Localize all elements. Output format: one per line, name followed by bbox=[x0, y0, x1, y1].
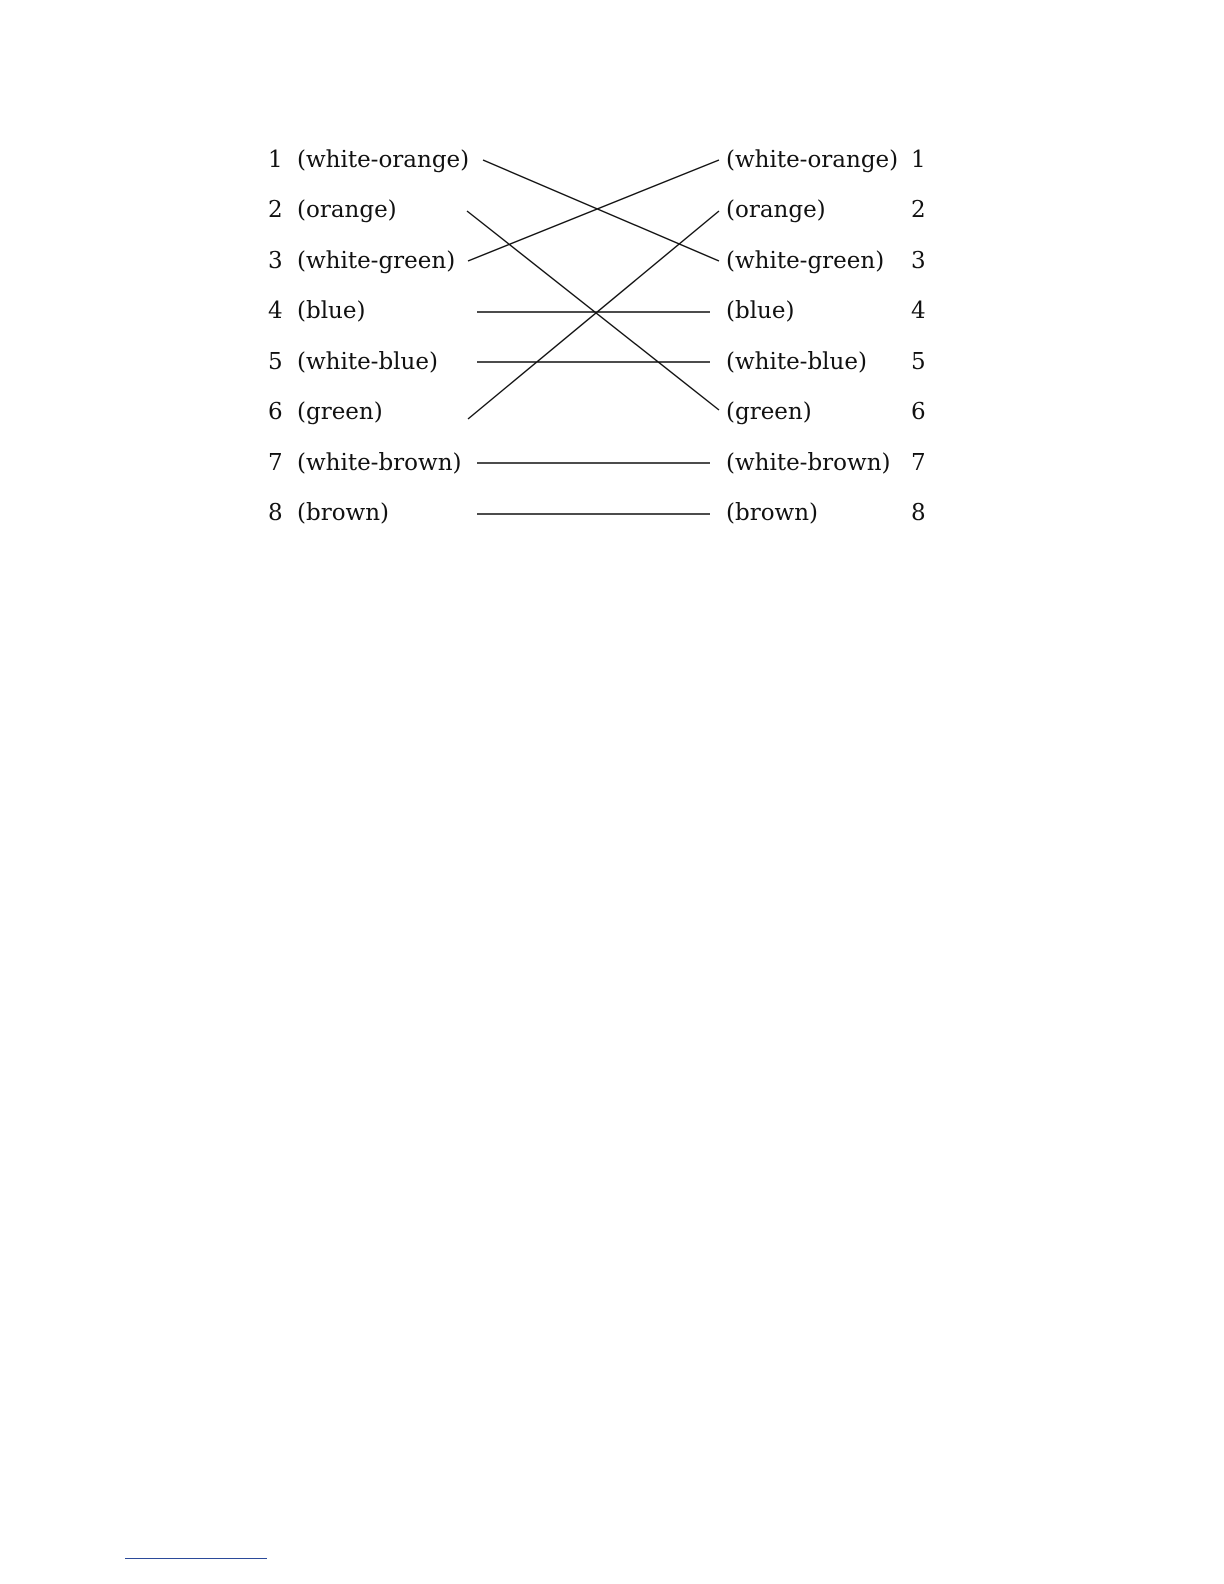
right-pin-7-number: 7 bbox=[911, 450, 926, 476]
right-pin-2-color: (orange) bbox=[726, 197, 826, 223]
right-pin-3-number: 3 bbox=[911, 248, 926, 274]
right-pin-6-color: (green) bbox=[726, 399, 812, 425]
right-pin-5-color: (white-blue) bbox=[726, 349, 867, 375]
left-pin-2-color: (orange) bbox=[297, 197, 397, 223]
left-pin-4-color: (blue) bbox=[297, 298, 366, 324]
left-pin-4-number: 4 bbox=[268, 298, 283, 324]
right-pin-7-color: (white-brown) bbox=[726, 450, 891, 476]
right-pin-8-number: 8 bbox=[911, 500, 926, 526]
left-pin-1-number: 1 bbox=[268, 147, 283, 173]
right-pin-3-color: (white-green) bbox=[726, 248, 885, 274]
left-pin-7-color: (white-brown) bbox=[297, 450, 462, 476]
wire-2-to-6 bbox=[467, 211, 719, 410]
right-pin-1-color: (white-orange) bbox=[726, 147, 899, 173]
crossover-cable-pinout-diagram bbox=[0, 0, 1224, 620]
footnote-separator bbox=[125, 1558, 267, 1559]
right-pin-6-number: 6 bbox=[911, 399, 926, 425]
left-pin-2-number: 2 bbox=[268, 197, 283, 223]
right-pin-8-color: (brown) bbox=[726, 500, 819, 526]
wire-3-to-1 bbox=[468, 160, 719, 261]
left-pin-8-color: (brown) bbox=[297, 500, 390, 526]
left-pin-8-number: 8 bbox=[268, 500, 283, 526]
left-pin-6-color: (green) bbox=[297, 399, 383, 425]
wire-1-to-3 bbox=[483, 160, 719, 261]
wire-connections bbox=[0, 0, 1224, 620]
right-pin-5-number: 5 bbox=[911, 349, 926, 375]
left-pin-3-color: (white-green) bbox=[297, 248, 456, 274]
left-pin-5-number: 5 bbox=[268, 349, 283, 375]
right-pin-1-number: 1 bbox=[911, 147, 926, 173]
left-pin-7-number: 7 bbox=[268, 450, 283, 476]
left-pin-5-color: (white-blue) bbox=[297, 349, 438, 375]
left-pin-6-number: 6 bbox=[268, 399, 283, 425]
right-pin-4-number: 4 bbox=[911, 298, 926, 324]
right-pin-2-number: 2 bbox=[911, 197, 926, 223]
right-pin-4-color: (blue) bbox=[726, 298, 795, 324]
left-pin-1-color: (white-orange) bbox=[297, 147, 470, 173]
left-pin-3-number: 3 bbox=[268, 248, 283, 274]
